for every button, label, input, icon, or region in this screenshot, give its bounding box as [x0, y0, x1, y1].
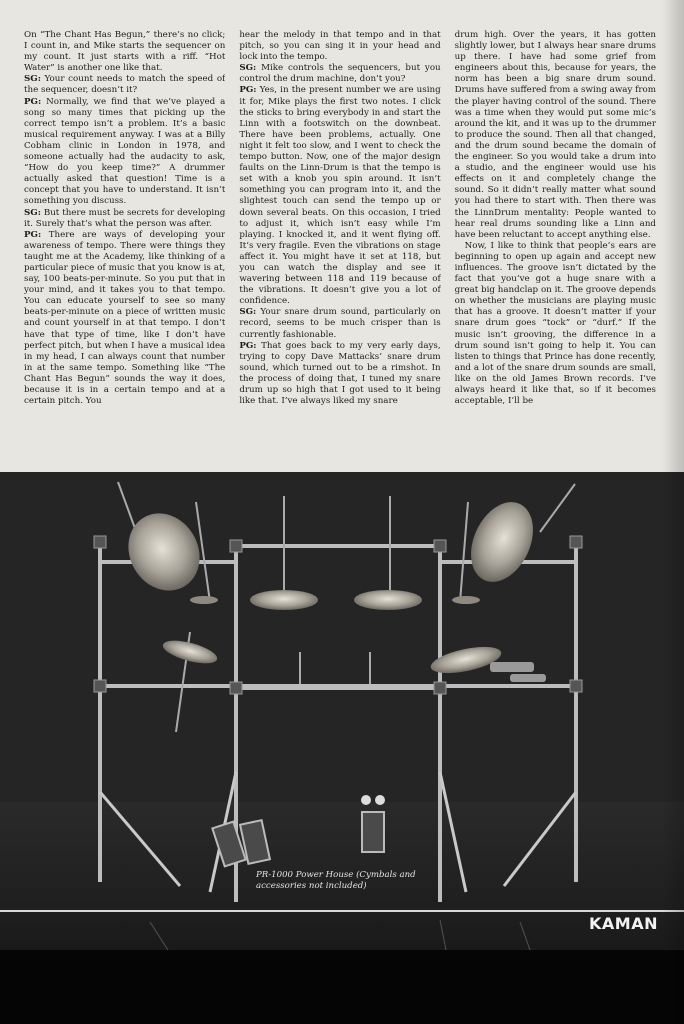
speaker-label: SG:: [239, 307, 257, 318]
paragraph-text: Your snare drum sound, particularly on record, seems to be much crisper than is currently fashionable.: [239, 307, 441, 340]
paragraph-text: On “The Chant Has Begun,” there’s no click; I count in, and Mike starts the sequencer on my count. It just starts with a riff. “Hot Water” is another one like that.: [24, 30, 226, 74]
text-column-3: [455, 30, 656, 464]
drum-rack-advertisement: [0, 472, 684, 950]
paragraph-text: That goes back to my very early days, trying to copy Dave Mattacks’ snare drum sound, which turned out to be a rimshot. In the process of doing that, I tuned my snare drum up so high that I got used to it being like that. I’ve always liked my snare: [239, 340, 441, 407]
paragraph-text: Yes, in the present number we are using it for, Mike plays the first two notes. I click the sticks to bring everybody in and start the Linn with a footswitch on the downbeat. There have been problems, actually. One night it felt too slow, and I went to check the tempo button. Now, one of the major design faults on the Linn-Drum is that the tempo is set with a knob you spin around. It isn’t something you can program into it, and the slightest touch can send the tempo up or down several beats. On this occasion, I tried to adjust it, which isn’t easy while I’m playing. I knocked it, and it went flying off. It’s very fragile. Even the vibrations on stage affect it. You might have it set at 118, but you can watch the display and see it wavering between 118 and 119 because of the vibrations. It doesn’t give you a lot of confidence.: [239, 85, 441, 307]
paragraph: [239, 341, 440, 408]
paragraph-text: But there must be secrets for developing it. Surely that’s what the person was after.: [24, 207, 226, 229]
paragraph-text: Now, I like to think that people’s ears are beginning to open up again and accept new influences. The groove isn’t dictated by the fact that you’ve got a huge snare with a great big handclap on it. The groove depends on whether the musicians are playing music that has a groove. It doesn’t matter if your snare drum goes “tock” or “durf.” If the music isn’t grooving, the difference in a drum sound isn’t going to help it. You can listen to things that Prince has done recently, and a lot of the snare drum sounds are small, like on the old James Brown records. I’ve always heard it like that, so if it becomes acceptable, I’ll be: [454, 240, 656, 407]
paragraph: [239, 30, 440, 63]
speaker-label: SG:: [24, 207, 41, 218]
paragraph: [24, 208, 225, 230]
paragraph-text: Your count needs to match the speed of the sequencer, doesn’t it?: [24, 74, 226, 96]
speaker-label: SG:: [24, 74, 41, 85]
paragraph-text: drum high. Over the years, it has gotten slightly lower, but I always hear snare drums up there. I have had some grief from engineers about this, because for years, the norm has been a big snare drum sound. Drums have suffered from a swing away from the player having control of the sound. There was a time when they would put some mic’s around the kit, and it was up to the drummer to produce the sound. Then all that changed, and the drum sound became the domain of the engineer. So you would take a drum into a studio, and the engineer would use his effects on it and completely change the sound. So it didn’t really matter what sound you had there to start with. Then there was the LinnDrum mentality: People wanted to hear real drums sounding like a Linn and have been reluctant to accept anything else.: [454, 30, 656, 240]
interview-text: [24, 30, 656, 464]
paragraph: [24, 97, 225, 208]
speaker-label: SG:: [239, 63, 257, 74]
paragraph: [239, 63, 440, 85]
paragraph: [24, 30, 225, 74]
divider-line: [0, 910, 684, 912]
paragraph-text: Mike controls the sequencers, but you control the drum machine, don’t you?: [239, 63, 441, 85]
paragraph: [24, 230, 225, 408]
speaker-label: PG:: [239, 340, 257, 351]
speaker-label: PG:: [239, 85, 257, 96]
brand-logo: KAMAN: [589, 914, 658, 933]
product-caption: PR-1000 Power House (Cymbals and accessories not included): [256, 870, 416, 891]
paragraph-text: hear the melody in that tempo and in that pitch, so you can sing it in your head and lock into the tempo.: [239, 30, 441, 63]
paragraph: [239, 307, 440, 340]
text-column-2: [239, 30, 440, 464]
page-bottom-band: [0, 950, 684, 1024]
speaker-label: PG:: [24, 229, 42, 240]
speaker-label: PG:: [24, 96, 42, 107]
paragraph: [455, 241, 656, 407]
text-column-1: [24, 30, 225, 464]
paragraph-text: There are ways of developing your awareness of tempo. There were things they taught me at the Academy, like thinking of a particular piece of music that you know is at, say, 100 beats-per-minute. So you put that in your mind, and it takes you to that tempo. You can educate yourself to see so many beats-per-minute on a piece of written music and count yourself in at that tempo. I don’t have that type of time, like I don’t have perfect pitch, but when I have a musical idea in my head, I can always count that number in at the same tempo. Something like “The Chant Has Begun” sounds the way it does, because it is in a certain tempo and at a certain pitch. You: [24, 229, 226, 407]
paragraph: [24, 74, 225, 96]
page-fold-shadow: [662, 0, 684, 1024]
paragraph-text: Normally, we find that we’ve played a song so many times that picking up the correct tempo isn’t a problem. It’s a basic musical requirement anyway. I was at a Billy Cobham clinic in London in 1978, and someone actually had the audacity to ask, “How do you keep time?” A drummer actually asked that question! Time is a concept that you have to understand. It isn’t something you discuss.: [24, 96, 226, 207]
paragraph: [455, 30, 656, 241]
paragraph: [239, 85, 440, 307]
